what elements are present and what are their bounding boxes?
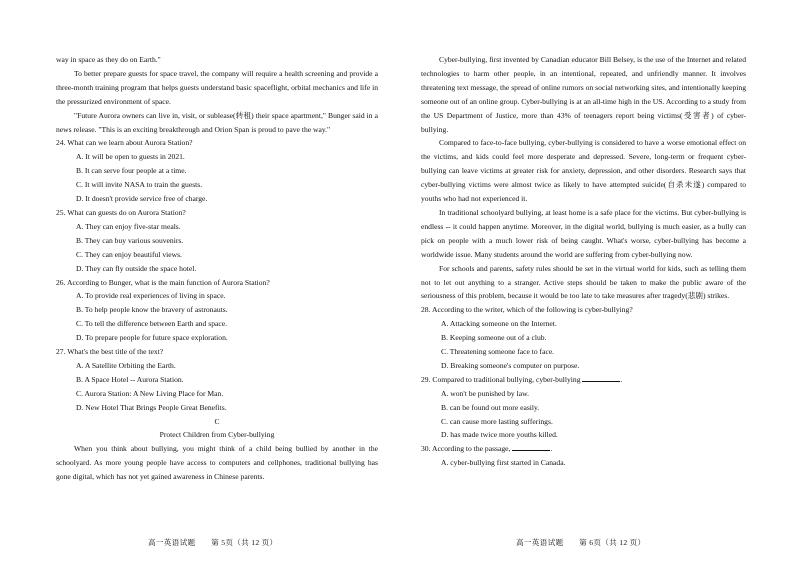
question-stem: 27. What's the best title of the text?	[56, 347, 164, 357]
option-d: D. To prepare people for future space exploration.	[76, 333, 228, 343]
option-d: D. New Hotel That Brings People Great Benefits.	[76, 402, 227, 412]
answer-blank	[582, 373, 623, 384]
section-letter: C	[214, 416, 220, 426]
option-c: C. can cause more lasting sufferings.	[441, 416, 553, 426]
option-c: C. Threatening someone face to face.	[441, 347, 555, 357]
passage-c-paragraph: When you think about bullying, you might think of a child being bullied by another in the schoolyard. As more young people have access to computers and cellphones, traditional bullying has gone digital, which has not yet gained awareness in Chinese parents.	[56, 444, 378, 482]
question-30	[421, 442, 746, 470]
option-a: A. won't be punished by law.	[441, 388, 529, 398]
question-stem-end: .	[550, 444, 553, 454]
option-a: A. Attacking someone on the Internet.	[441, 319, 557, 329]
option-a: A. To provide real experiences of living in space.	[76, 291, 226, 301]
option-c: C. To tell the difference between Earth and space.	[76, 319, 227, 329]
option-d: D. Breaking someone's computer on purpose.	[441, 360, 580, 370]
question-stem: 25. What can guests do on Aurora Station?	[56, 207, 186, 217]
question-stem-end: .	[620, 374, 623, 384]
option-b: B. can be found out more easily.	[441, 402, 540, 412]
passage-c-paragraph: Cyber-bullying, first invented by Canadian educator Bill Belsey, is the use of the Internet and related technologies to harm other people, in an intentional, repeated, and unfriendly manner. It involves threatening text message, the spread of online rumors on social networking sites, and intentionally keeping someone out of an online group. Cyber-bullying is at an all-time high in the US. According to a study from the US Department of Justice, more than 43% of teenagers report being victims(受害者) of cyber-bullying.	[421, 55, 746, 134]
option-d: D. It doesn't provide service free of charge.	[76, 194, 208, 204]
question-27	[56, 345, 378, 415]
question-stem: 26. According to Bunger, what is the main function of Aurora Station?	[56, 277, 270, 287]
page-footer-left: 高一英语试题 第 5页（共 12 页）	[148, 538, 278, 547]
option-c: C. They can enjoy beautiful views.	[76, 249, 182, 259]
option-b: B. A Space Hotel -- Aurora Station.	[76, 374, 184, 384]
passage-c-paragraph: For schools and parents, safety rules should be set in the virtual world for kids, such as telling them not to let out anything to a stranger. Active steps should be taken to make the public aware of the seriousness of this problem, because it would be too late to take measures after tragedy(悲剧) strikes.	[421, 263, 746, 301]
passage-c-paragraph: Compared to face-to-face bullying, cyber-bullying is considered to have a worse emotional effect on the victims, and kids could feel more desperate and depressed. Severe, long-term or frequent cyber-bullying can leave victims at greater risk for anxiety, depression, and other disorders. Research says that cyber-bullying victims were almost twice as likely to have attempted suicide(自杀未遂) compared to youths who had not experienced it.	[421, 138, 746, 204]
passage-c-title: Protect Children from Cyber-bullying	[159, 430, 275, 440]
option-d: D. They can fly outside the space hotel.	[76, 263, 197, 273]
question-stem: 28. According to the writer, which of the following is cyber-bullying?	[421, 305, 633, 315]
question-stem	[421, 373, 746, 387]
left-page	[56, 53, 378, 484]
question-29	[421, 373, 746, 443]
option-c: C. Aurora Station: A New Living Place for Man.	[76, 388, 224, 398]
right-page	[421, 53, 746, 470]
option-a: A. It will be open to guests in 2021.	[76, 152, 185, 162]
option-a: A. cyber-bullying first started in Canada.	[441, 458, 566, 468]
option-a: A. A Satellite Orbiting the Earth.	[76, 360, 176, 370]
question-28	[421, 303, 746, 373]
question-stem-text: 29. Compared to traditional bullying, cyber-bullying	[421, 374, 581, 384]
question-26	[56, 276, 378, 346]
option-b: B. They can buy various souvenirs.	[76, 235, 184, 245]
passage-b-lead-line: way in space as they do on Earth."	[56, 55, 161, 64]
question-25	[56, 206, 378, 276]
passage-b-paragraph: "Future Aurora owners can live in, visit, or sublease(转租) their space apartment," Bunger said in a news release. "This is an exciting breakthrough and Orion Span is proud to pave the way."	[56, 110, 378, 134]
question-stem: 24. What can we learn about Aurora Station?	[56, 138, 193, 148]
option-b: B. Keeping someone out of a club.	[441, 333, 547, 343]
question-24	[56, 136, 378, 206]
passage-c-paragraph: In traditional schoolyard bullying, at least home is a safe place for the victims. But cyber-bullying is endless -- it could happen anytime. Moreover, in the digital world, bullying is much easier, as a bully can pick on people with a much lower risk of being caught. What's worse, cyber-bullying has become a worldwide issue. Many students around the world are suffering from cyber-bullying now.	[421, 207, 746, 259]
option-c: C. It will invite NASA to train the guests.	[76, 180, 203, 190]
question-stem	[421, 442, 746, 456]
option-d: D. has made twice more youths killed.	[441, 430, 558, 440]
option-b: B. It can serve four people at a time.	[76, 166, 187, 176]
page-footer-right: 高一英语试题 第 6页（共 12 页）	[516, 538, 646, 547]
option-a: A. They can enjoy five-star meals.	[76, 221, 181, 231]
option-b: B. To help people know the bravery of astronauts.	[76, 305, 228, 315]
answer-blank	[512, 442, 553, 454]
passage-b-paragraph: To better prepare guests for space travel, the company will require a health screening and provide a three-month training program that helps guests understand basic spaceflight, orbital mechanics and life in the pressurized environment of space.	[56, 68, 378, 106]
question-stem-text: 30. According to the passage,	[421, 444, 511, 454]
